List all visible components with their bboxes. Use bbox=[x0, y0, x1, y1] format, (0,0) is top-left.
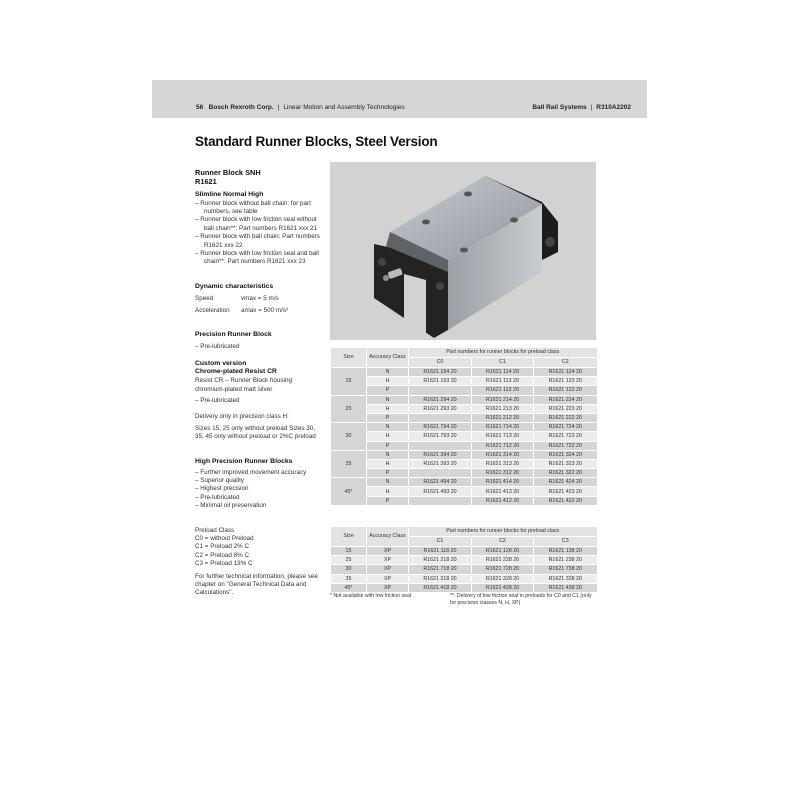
part-number-cell: R1621 313 20 bbox=[472, 459, 534, 468]
part-number-cell: R1621 428 20 bbox=[472, 583, 534, 592]
part-number-cell: R1621 794 20 bbox=[409, 423, 472, 432]
hp-item: – Superior quality bbox=[195, 476, 245, 484]
footnote-double-star: **: Delivery of low friction seal in preloads for C0 and C1 (only for precision classes N, H, XP) bbox=[450, 593, 592, 606]
block-title: Runner Block SNH bbox=[195, 168, 261, 177]
table-row bbox=[331, 413, 597, 422]
part-number-cell: R1621 738 20 bbox=[534, 565, 597, 574]
table-row bbox=[331, 432, 597, 441]
part-number-cell: R1621 422 20 bbox=[534, 496, 597, 505]
part-number-cell: R1621 213 20 bbox=[472, 404, 534, 413]
custom-title: Custom version bbox=[195, 359, 247, 367]
company-name: Bosch Rexroth Corp. bbox=[208, 104, 274, 111]
block-subtitle: Slimline Normal High bbox=[195, 190, 264, 198]
preload-item: C3 = Preload 13% C bbox=[195, 560, 253, 568]
size-cell: 25 bbox=[331, 395, 367, 423]
part-number-cell: R1621 728 20 bbox=[472, 565, 534, 574]
size-cell: 30 bbox=[331, 565, 367, 574]
hp-item: – Pre-lubricated bbox=[195, 493, 240, 501]
size-cell: 15 bbox=[331, 368, 367, 396]
product-photo bbox=[330, 162, 596, 340]
precision-note: – Pre-lubricated bbox=[195, 343, 240, 351]
preload-item: C2 = Preload 8% C bbox=[195, 551, 250, 559]
product-line: Ball Rail Systems bbox=[532, 104, 587, 111]
part-number-cell: R1621 412 20 bbox=[472, 496, 534, 505]
preload-item: C1 = Preload 2% C bbox=[195, 543, 250, 551]
part-number-cell: R1621 212 20 bbox=[472, 413, 534, 422]
delivery-note: Delivery only in precision class H: bbox=[195, 413, 289, 421]
table-row bbox=[331, 386, 597, 395]
option-item: – Runner block with low friction seal and ball chain**: Part numbers R1621 xxx 23 bbox=[195, 250, 319, 266]
doc-number: R310A2202 bbox=[596, 104, 631, 111]
part-number-cell: R1621 128 20 bbox=[472, 547, 534, 556]
table-row bbox=[331, 404, 597, 413]
hp-item: – Further improved movement accuracy bbox=[195, 468, 307, 476]
part-number-cell: R1621 193 20 bbox=[409, 377, 472, 386]
accuracy-cell: H bbox=[367, 487, 409, 496]
col-preload: C2 bbox=[472, 537, 534, 547]
part-number-cell: R1621 138 20 bbox=[534, 547, 597, 556]
part-number-cell: R1621 394 20 bbox=[409, 450, 472, 459]
table-row bbox=[331, 423, 597, 432]
part-number-table bbox=[330, 348, 597, 506]
accuracy-cell: N bbox=[367, 450, 409, 459]
part-number-cell: R1621 112 20 bbox=[472, 386, 534, 395]
accuracy-cell: H bbox=[367, 432, 409, 441]
table-row bbox=[331, 459, 597, 468]
precision-title: Precision Runner Block bbox=[195, 331, 272, 339]
part-number-cell: R1621 222 20 bbox=[534, 413, 597, 422]
accuracy-cell: XP bbox=[367, 556, 409, 565]
part-number-cell: R1621 718 20 bbox=[409, 565, 472, 574]
size-cell: 35 bbox=[331, 574, 367, 583]
table-row bbox=[331, 583, 597, 592]
part-number-cell: R1621 214 20 bbox=[472, 395, 534, 404]
part-number-cell: R1621 494 20 bbox=[409, 478, 472, 487]
col-preload: C0 bbox=[409, 358, 472, 368]
part-number-cell: R1621 314 20 bbox=[472, 450, 534, 459]
sidebar bbox=[195, 168, 323, 598]
preload-title: Preload Class bbox=[195, 526, 235, 534]
part-number-cell: R1621 723 20 bbox=[534, 432, 597, 441]
option-item: – Runner block with ball chain: Part numbers R1621 xxx 22 bbox=[195, 233, 320, 249]
speed-value: vmax = 5 m/s bbox=[241, 294, 279, 302]
header-left: 56 Bosch Rexroth Corp. | Linear Motion and Assembly Technologies bbox=[196, 104, 405, 111]
size-cell: 15 bbox=[331, 547, 367, 556]
table-row bbox=[331, 496, 597, 505]
accel-value: amax = 500 m/s² bbox=[241, 307, 289, 315]
accuracy-cell: P bbox=[367, 496, 409, 505]
part-number-cell: R1621 194 20 bbox=[409, 368, 472, 377]
table-row bbox=[331, 469, 597, 478]
col-preload: C2 bbox=[534, 358, 597, 368]
part-number-cell bbox=[409, 469, 472, 478]
custom-title-2: Chrome-plated Resist CR bbox=[195, 368, 277, 376]
custom-desc: Resist CR – Runner Block housing chromium-plated matt silver bbox=[195, 377, 292, 393]
custom-note: – Pre-lubricated bbox=[195, 397, 240, 405]
col-size: Size bbox=[331, 527, 367, 547]
further-info: For further technical information, please see chapter on "General Technical Data and Calculations". bbox=[195, 572, 318, 597]
table-row bbox=[331, 556, 597, 565]
accuracy-cell: N bbox=[367, 368, 409, 377]
part-number-cell: R1621 238 20 bbox=[534, 556, 597, 565]
col-accuracy: Accuracy Class bbox=[367, 348, 409, 368]
accuracy-cell: XP bbox=[367, 565, 409, 574]
accuracy-cell: H bbox=[367, 459, 409, 468]
size-cell: 25 bbox=[331, 556, 367, 565]
accel-row bbox=[195, 307, 323, 315]
table-row bbox=[331, 565, 597, 574]
accuracy-cell: P bbox=[367, 441, 409, 450]
size-cell: 45* bbox=[331, 478, 367, 506]
part-number-cell bbox=[409, 413, 472, 422]
accuracy-cell: P bbox=[367, 469, 409, 478]
col-size: Size bbox=[331, 348, 367, 368]
part-number-cell: R1621 113 20 bbox=[472, 377, 534, 386]
accuracy-cell: P bbox=[367, 413, 409, 422]
option-item: – Runner block with low friction seal without ball chain**: Part numbers R1621 xxx 21 bbox=[195, 216, 318, 232]
part-number-cell: R1621 224 20 bbox=[534, 395, 597, 404]
part-number-cell: R1621 712 20 bbox=[472, 441, 534, 450]
part-number-cell: R1621 338 20 bbox=[534, 574, 597, 583]
part-number-cell: R1621 318 20 bbox=[409, 574, 472, 583]
part-number-cell: R1621 114 20 bbox=[472, 368, 534, 377]
part-number-cell: R1621 328 20 bbox=[472, 574, 534, 583]
part-number-cell: R1621 493 20 bbox=[409, 487, 472, 496]
table-row bbox=[331, 377, 597, 386]
speed-row bbox=[195, 295, 323, 303]
part-number-cell: R1621 413 20 bbox=[472, 487, 534, 496]
table-row bbox=[331, 478, 597, 487]
part-number-cell: R1621 228 20 bbox=[472, 556, 534, 565]
block-code: R1621 bbox=[195, 177, 217, 187]
runner-block-image bbox=[330, 162, 596, 340]
part-number-cell: R1621 793 20 bbox=[409, 432, 472, 441]
part-number-cell: R1621 423 20 bbox=[534, 487, 597, 496]
part-number-cell: R1621 414 20 bbox=[472, 478, 534, 487]
accuracy-cell: N bbox=[367, 423, 409, 432]
part-number-cell: R1621 424 20 bbox=[534, 478, 597, 487]
division-name: Linear Motion and Assembly Technologies bbox=[283, 104, 405, 111]
part-number-cell: R1621 714 20 bbox=[472, 423, 534, 432]
part-number-cell bbox=[409, 386, 472, 395]
part-number-cell: R1621 123 20 bbox=[534, 377, 597, 386]
size-cell: 35 bbox=[331, 450, 367, 478]
part-number-cell bbox=[409, 496, 472, 505]
table-row bbox=[331, 450, 597, 459]
table-row bbox=[331, 574, 597, 583]
preload-item: C0 = without Preload bbox=[195, 534, 254, 542]
part-number-cell: R1621 418 20 bbox=[409, 583, 472, 592]
size-cell: 45* bbox=[331, 583, 367, 592]
footnote-star: * Not available with low friction seal bbox=[330, 593, 412, 599]
accuracy-cell: H bbox=[367, 377, 409, 386]
high-precision-table bbox=[330, 527, 597, 593]
part-number-cell: R1621 293 20 bbox=[409, 404, 472, 413]
col-preload: C1 bbox=[409, 537, 472, 547]
col-preload: C3 bbox=[534, 537, 597, 547]
table-row bbox=[331, 395, 597, 404]
part-number-cell bbox=[409, 441, 472, 450]
part-number-cell: R1621 294 20 bbox=[409, 395, 472, 404]
part-number-cell: R1621 223 20 bbox=[534, 404, 597, 413]
part-number-cell: R1621 438 20 bbox=[534, 583, 597, 592]
accuracy-cell: XP bbox=[367, 583, 409, 592]
page-header bbox=[152, 80, 647, 118]
page-number: 56 bbox=[196, 104, 204, 111]
table-row bbox=[331, 547, 597, 556]
speed-label: Speed bbox=[195, 294, 214, 302]
accuracy-cell: H bbox=[367, 404, 409, 413]
accuracy-cell: XP bbox=[367, 547, 409, 556]
part-number-cell: R1621 322 20 bbox=[534, 469, 597, 478]
header-right: Ball Rail Systems | R310A2202 bbox=[532, 104, 631, 111]
part-number-cell: R1621 722 20 bbox=[534, 441, 597, 450]
part-number-cell: R1621 393 20 bbox=[409, 459, 472, 468]
col-preload: C1 bbox=[472, 358, 534, 368]
col-accuracy: Accuracy Class bbox=[367, 527, 409, 547]
part-number-cell: R1621 724 20 bbox=[534, 423, 597, 432]
accuracy-cell: P bbox=[367, 386, 409, 395]
accuracy-cell: N bbox=[367, 478, 409, 487]
part-number-cell: R1621 124 20 bbox=[534, 368, 597, 377]
part-number-cell: R1621 324 20 bbox=[534, 450, 597, 459]
part-number-cell: R1621 323 20 bbox=[534, 459, 597, 468]
part-number-cell: R1621 312 20 bbox=[472, 469, 534, 478]
delivery-sizes: Sizes 15, 25 only without preload Sizes 30, 35, 45 only without preload or 2%C preload bbox=[195, 424, 316, 441]
table-row bbox=[331, 368, 597, 377]
accel-label: Acceleration bbox=[195, 307, 230, 315]
page-title: Standard Runner Blocks, Steel Version bbox=[195, 134, 438, 149]
part-number-cell: R1621 218 20 bbox=[409, 556, 472, 565]
option-item: – Runner block without ball chain: for part numbers, see table bbox=[195, 199, 311, 216]
hp-item: – Minimal oil preservation bbox=[195, 502, 267, 510]
col-part-numbers: Part numbers for runner blocks for preload class bbox=[409, 348, 597, 358]
table-row bbox=[331, 487, 597, 496]
col-part-numbers: Part numbers for runner blocks for preload class bbox=[409, 527, 597, 537]
dynamic-title: Dynamic characteristics bbox=[195, 282, 274, 290]
accuracy-cell: XP bbox=[367, 574, 409, 583]
part-number-cell: R1621 118 20 bbox=[409, 547, 472, 556]
part-number-cell: R1621 122 20 bbox=[534, 386, 597, 395]
table-row bbox=[331, 441, 597, 450]
size-cell: 30 bbox=[331, 423, 367, 451]
accuracy-cell: N bbox=[367, 395, 409, 404]
high-precision-title: High Precision Runner Blocks bbox=[195, 457, 293, 465]
part-number-cell: R1621 713 20 bbox=[472, 432, 534, 441]
hp-item: – Highest precision bbox=[195, 485, 249, 493]
